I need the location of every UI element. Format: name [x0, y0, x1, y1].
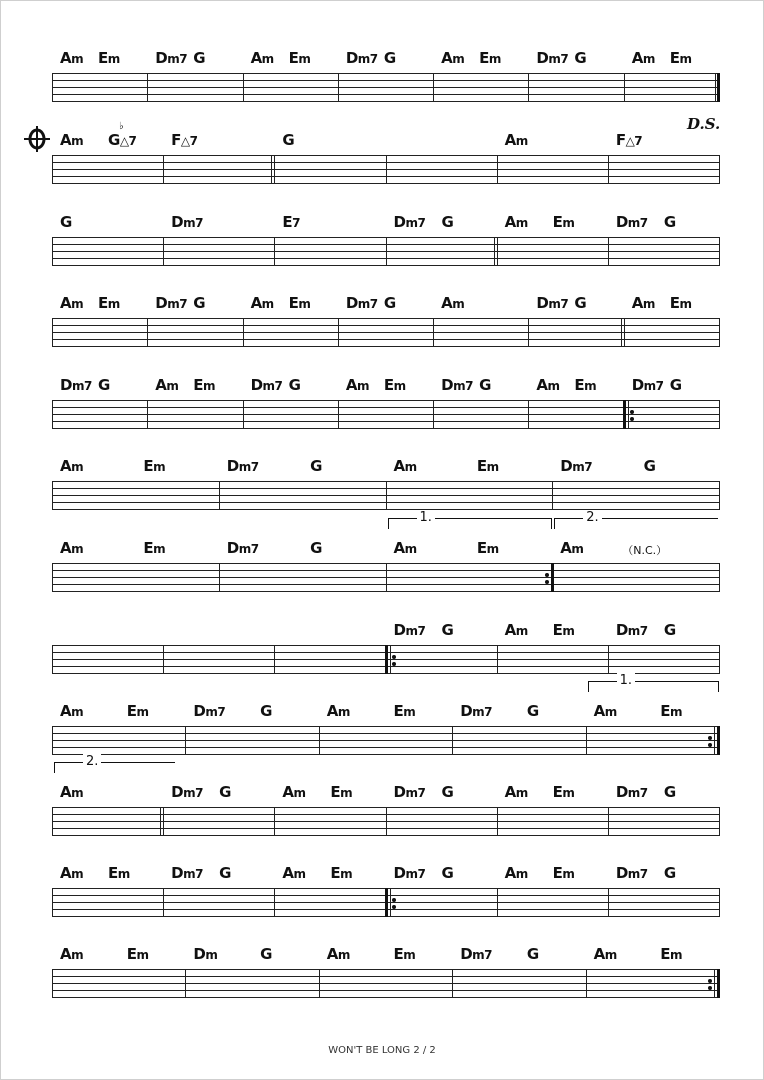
barline [386, 481, 387, 510]
chord-symbol: Am [60, 783, 84, 801]
chord-symbol: Am [60, 864, 84, 882]
chord-symbol: Am [441, 294, 465, 312]
chord-symbol: Em [143, 457, 166, 475]
barline [628, 400, 629, 429]
chord-symbol: Dm7 [615, 213, 648, 231]
barline [52, 888, 53, 917]
barline [52, 155, 53, 184]
barline [452, 726, 453, 755]
chord-symbol: G [669, 376, 682, 394]
barline [163, 237, 164, 266]
double-barline [494, 237, 495, 266]
chord-symbol: Em [383, 376, 406, 394]
chord-symbol: G [526, 702, 539, 720]
barline [719, 645, 720, 674]
chord-symbol: G [383, 49, 396, 67]
volta-bracket [388, 510, 553, 529]
chord-symbol: F△7 [171, 131, 198, 149]
barline [719, 318, 720, 347]
staff-line [52, 325, 719, 326]
staff-line [52, 318, 719, 319]
chord-symbol: Dm7 [536, 294, 569, 312]
chord-symbol: Am [593, 945, 617, 963]
barline [714, 969, 715, 998]
chord-symbol: Dm7 [615, 783, 648, 801]
chord-symbol: Dm7 [615, 621, 648, 639]
volta-label: 1. [617, 673, 635, 688]
chord-symbol: Em [193, 376, 216, 394]
staff-line [52, 80, 719, 81]
chord-symbol: Am [60, 539, 84, 557]
chord-symbol: Am [504, 864, 528, 882]
repeat-dot [708, 743, 712, 747]
volta-bracket [54, 754, 175, 773]
chord-symbol: Am [250, 49, 274, 67]
repeat-dot [392, 905, 396, 909]
barline [497, 237, 498, 266]
staff-line [52, 990, 719, 991]
chord-symbol: Em [552, 864, 575, 882]
barline [390, 645, 391, 674]
chord-symbol: Dm7 [441, 376, 473, 394]
chord-symbol: G [260, 702, 272, 720]
staff-line [52, 997, 719, 998]
chord-symbol: Am [60, 702, 84, 720]
chord-symbol: Em [552, 783, 575, 801]
barline [147, 400, 148, 429]
page-number: 2 / 2 [413, 1045, 436, 1056]
repeat-dot [708, 986, 712, 990]
staff-line [52, 428, 719, 429]
barline [319, 726, 320, 755]
chord-symbol: G [574, 49, 587, 67]
barline [719, 481, 720, 510]
staff [52, 155, 719, 184]
repeat-dot [392, 898, 396, 902]
heavy-barline [551, 563, 554, 592]
chord-symbol: G [574, 294, 587, 312]
chord-symbol: G [260, 945, 272, 963]
repeat-dot [708, 979, 712, 983]
barline [719, 155, 720, 184]
double-barline [621, 318, 622, 347]
chord-symbol: Am [282, 783, 306, 801]
chord-symbol: G [310, 539, 322, 557]
staff-line [52, 101, 719, 102]
chord-symbol: Dm7 [226, 457, 259, 475]
chord-symbol: G [288, 376, 301, 394]
repeat-start-barline [385, 645, 388, 674]
chord-symbol: Em [574, 376, 597, 394]
barline [586, 969, 587, 998]
barline [390, 888, 391, 917]
chord-symbol: Dm7 [155, 49, 188, 67]
chord-symbol: Em [552, 621, 575, 639]
volta-label: 2. [83, 754, 101, 769]
staff-line [52, 339, 719, 340]
chord-symbol: Am [60, 945, 84, 963]
barline [386, 237, 387, 266]
chord-symbol: Dm7 [560, 457, 593, 475]
barline [719, 237, 720, 266]
barline [52, 807, 53, 836]
barline [163, 155, 164, 184]
chord-symbol: Dm7 [536, 49, 569, 67]
chord-symbol: Dm7 [393, 864, 426, 882]
staff-line [52, 421, 719, 422]
barline [497, 807, 498, 836]
chord-symbol: Am [155, 376, 179, 394]
barline [52, 563, 53, 592]
chord-symbol: Em [393, 945, 416, 963]
chord-symbol: Dm7 [171, 213, 203, 231]
chord-symbol: Am [60, 49, 84, 67]
barline [608, 888, 609, 917]
barline [624, 318, 625, 347]
chord-symbol: Em [552, 213, 575, 231]
repeat-dot [630, 410, 634, 414]
barline [433, 400, 434, 429]
staff-line [52, 94, 719, 95]
staff [52, 645, 719, 674]
barline [147, 318, 148, 347]
barline [52, 237, 53, 266]
chord-symbol: Am [60, 294, 84, 312]
chord-symbol: Dm7 [393, 783, 426, 801]
chord-symbol: Am [631, 294, 655, 312]
barline [719, 563, 720, 592]
staff-row [1, 49, 763, 119]
barline [552, 481, 553, 510]
staff-line [52, 969, 719, 970]
staff [52, 969, 719, 998]
repeat-dot [392, 662, 396, 666]
chord-symbol: Am [60, 457, 84, 475]
chord-symbol: Em [143, 539, 166, 557]
barline [719, 888, 720, 917]
chord-symbol: G [663, 783, 676, 801]
staff-row [1, 213, 763, 283]
chord-symbol: Em [288, 49, 311, 67]
chord-symbol: G [193, 49, 206, 67]
chord-symbol: G [643, 457, 656, 475]
staff [52, 888, 719, 917]
chord-symbol: Dm7 [226, 539, 259, 557]
barline [433, 73, 434, 102]
repeat-end-barline [717, 969, 720, 998]
chord-symbol: Am [504, 131, 528, 149]
barline [52, 400, 53, 429]
staff-line [52, 400, 719, 401]
staff-line [52, 332, 719, 333]
barline [719, 400, 720, 429]
staff-row [1, 945, 763, 1015]
barline [319, 969, 320, 998]
staff-line [52, 733, 719, 734]
repeat-dot [708, 736, 712, 740]
barline [163, 645, 164, 674]
barline [386, 563, 387, 592]
chord-symbol: Em [126, 702, 149, 720]
chord-symbol: Dm7 [460, 945, 492, 963]
staff [52, 563, 719, 592]
chord-symbol: Dm7 [250, 376, 283, 394]
barline [52, 726, 53, 755]
volta-bracket [588, 673, 719, 692]
chord-symbol: Em [660, 702, 683, 720]
chord-symbol: Em [330, 864, 353, 882]
chord-symbol: Em [669, 49, 692, 67]
staff-line [52, 747, 719, 748]
barline [52, 969, 53, 998]
chord-symbol: Dm7 [345, 294, 378, 312]
chord-symbol: Dm7 [155, 294, 188, 312]
barline [624, 73, 625, 102]
chord-symbol: Dm7 [171, 864, 203, 882]
staff-line [52, 983, 719, 984]
chord-symbol: G [663, 213, 676, 231]
staff [52, 400, 719, 429]
staff-line [52, 754, 719, 755]
barline [528, 73, 529, 102]
barline [163, 888, 164, 917]
chord-symbol: Am [282, 864, 306, 882]
chord-symbol: G [98, 376, 110, 394]
double-barline [160, 807, 161, 836]
barline [386, 807, 387, 836]
staff-row [1, 376, 763, 446]
barline [586, 726, 587, 755]
barline [528, 400, 529, 429]
chord-symbol: G [193, 294, 206, 312]
barline [338, 318, 339, 347]
chord-symbol: Dm7 [460, 702, 492, 720]
ds-marking: D.S. [687, 115, 721, 133]
staff-row [1, 457, 763, 527]
chord-symbol: Am [393, 457, 417, 475]
staff-line [52, 740, 719, 741]
chord-symbol: Am [631, 49, 655, 67]
barline [608, 807, 609, 836]
chord-symbol: Dm7 [631, 376, 664, 394]
chord-symbol: Em [98, 49, 120, 67]
chord-symbol: G [219, 783, 231, 801]
barline [185, 969, 186, 998]
chord-symbol: Am [250, 294, 274, 312]
staff-row [1, 510, 763, 609]
chord-symbol: Am [504, 213, 528, 231]
staff-row [1, 294, 763, 364]
chord-symbol: G [441, 621, 454, 639]
chord-symbol: G [663, 621, 676, 639]
barline [243, 400, 244, 429]
staff [52, 237, 719, 266]
barline [219, 481, 220, 510]
staff-line [52, 414, 719, 415]
repeat-start-barline [385, 888, 388, 917]
volta-label: 2. [583, 510, 601, 525]
chord-symbol: G [282, 131, 295, 149]
chord-symbol: Dm7 [393, 213, 426, 231]
barline [714, 726, 715, 755]
barline [608, 237, 609, 266]
staff [52, 73, 719, 102]
barline [274, 645, 275, 674]
barline [338, 73, 339, 102]
barline [274, 155, 275, 184]
barline [52, 481, 53, 510]
chord-symbol: Em [660, 945, 683, 963]
chord-symbol: E7 [282, 213, 300, 231]
barline [608, 155, 609, 184]
chord-symbol: G [441, 783, 454, 801]
chord-symbol: Dm7 [171, 783, 203, 801]
staff [52, 318, 719, 347]
staff-row [1, 754, 763, 853]
chord-symbol: Em [479, 49, 501, 67]
staff-line [52, 87, 719, 88]
chord-symbol: G [526, 945, 539, 963]
barline [185, 726, 186, 755]
barline [433, 318, 434, 347]
barline [497, 645, 498, 674]
staff-line [52, 73, 719, 74]
barline [52, 318, 53, 347]
barline [608, 645, 609, 674]
repeat-dot [392, 655, 396, 659]
repeat-start-barline [623, 400, 626, 429]
chord-symbol: Dm7 [615, 864, 648, 882]
chord-symbol: Em [108, 864, 130, 882]
chord-symbol: Dm [193, 945, 218, 963]
final-barline [717, 73, 720, 102]
barline [274, 888, 275, 917]
staff-row [1, 864, 763, 934]
barline [386, 155, 387, 184]
chord-symbol: Dm7 [193, 702, 226, 720]
chord-symbol: F△7 [615, 131, 643, 149]
chord-symbol: Em [393, 702, 416, 720]
double-barline [271, 155, 272, 184]
barline [163, 807, 164, 836]
chord-symbol: Am [60, 131, 84, 149]
chord-symbol: Em [288, 294, 311, 312]
repeat-dot [630, 417, 634, 421]
staff [52, 726, 719, 755]
chord-symbol: G ♭ △7 [108, 121, 137, 149]
chord-symbol: Am [441, 49, 465, 67]
barline [719, 807, 720, 836]
barline [452, 969, 453, 998]
chord-symbol: Am [504, 783, 528, 801]
chord-symbol: Em [330, 783, 353, 801]
chord-symbol: G [441, 864, 454, 882]
barline [497, 888, 498, 917]
staff-line [52, 407, 719, 408]
barline [147, 73, 148, 102]
chord-symbol: Am [393, 539, 417, 557]
staff [52, 481, 719, 510]
chord-symbol: G [310, 457, 322, 475]
barline [338, 400, 339, 429]
staff-line [52, 976, 719, 977]
barline [219, 563, 220, 592]
barline [52, 73, 53, 102]
chord-symbol: Am [326, 702, 350, 720]
barline [52, 645, 53, 674]
chord-symbol: Em [669, 294, 692, 312]
song-title: WON'T BE LONG [328, 1045, 411, 1056]
chord-symbol: Dm7 [393, 621, 426, 639]
chord-symbol: G [383, 294, 396, 312]
chord-symbol: Am [326, 945, 350, 963]
chord-symbol: Am [504, 621, 528, 639]
chord-symbol: Dm7 [345, 49, 378, 67]
page-footer [1, 1045, 763, 1056]
chord-symbol: G [60, 213, 72, 231]
chord-symbol: Em [476, 539, 499, 557]
chord-symbol: Em [126, 945, 149, 963]
repeat-end-barline [717, 726, 720, 755]
chord-symbol: Am [593, 702, 617, 720]
chord-symbol: G [441, 213, 454, 231]
barline [274, 807, 275, 836]
chord-symbol: G [479, 376, 491, 394]
chord-symbol: Am [560, 539, 584, 557]
staff [52, 807, 719, 836]
no-chord-marking: （N.C.） [622, 544, 668, 557]
barline [243, 73, 244, 102]
chord-symbol: Em [476, 457, 499, 475]
barline [528, 318, 529, 347]
staff-line [52, 346, 719, 347]
staff-line [52, 726, 719, 727]
chord-symbol: G [663, 864, 676, 882]
double-barline [715, 73, 716, 102]
chord-symbol: Am [345, 376, 369, 394]
volta-bracket [554, 510, 718, 529]
barline [243, 318, 244, 347]
barline [274, 237, 275, 266]
chord-symbol: G [219, 864, 231, 882]
chord-symbol: Am [536, 376, 560, 394]
barline [497, 155, 498, 184]
chord-symbol: Dm7 [60, 376, 92, 394]
chord-symbol: Em [98, 294, 120, 312]
volta-label: 1. [417, 510, 435, 525]
